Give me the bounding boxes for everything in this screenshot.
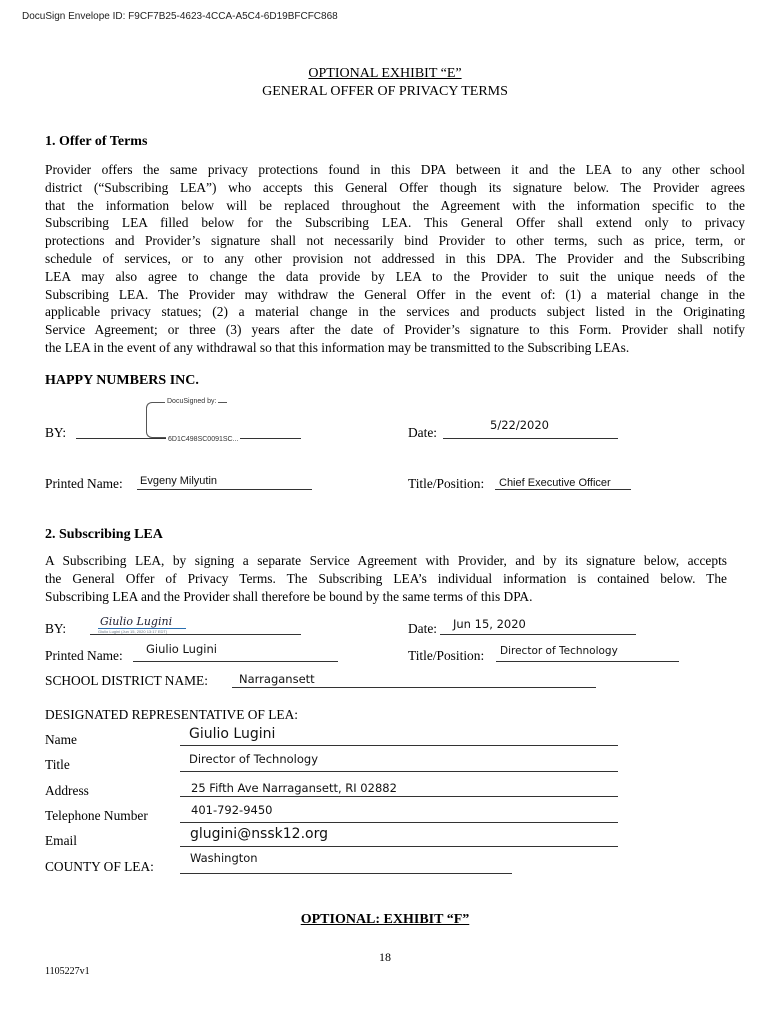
lea-by-label: BY: bbox=[45, 621, 67, 636]
provider-printed-name-line bbox=[137, 489, 312, 490]
rep-phone-value: 401-792-9450 bbox=[191, 803, 273, 817]
rep-email-line bbox=[180, 846, 618, 847]
rep-phone-line bbox=[180, 822, 618, 823]
provider-date-line bbox=[443, 438, 618, 439]
paragraph-line: schedule of services, or to any other provision not addressed in this DPA. The Provider and the Subscribing bbox=[45, 250, 745, 266]
section2-heading: 2. Subscribing LEA bbox=[45, 527, 163, 542]
provider-date-value: 5/22/2020 bbox=[490, 418, 549, 432]
lea-signature-line bbox=[90, 634, 301, 635]
exhibit-title: OPTIONAL EXHIBIT “E” bbox=[308, 66, 462, 81]
exhibit-subtitle: GENERAL OFFER OF PRIVACY TERMS bbox=[262, 84, 508, 99]
lea-date-label: Date: bbox=[408, 621, 437, 636]
provider-title-label: Title/Position: bbox=[408, 476, 485, 491]
envelope-id: DocuSign Envelope ID: F9CF7B25-4623-4CCA-A5C4-6D19BFCFC868 bbox=[22, 11, 338, 22]
paragraph-line: A Subscribing LEA, by signing a separate Service Agreement with Provider, and by its signature below, accepts bbox=[45, 553, 727, 568]
provider-by-label: BY: bbox=[45, 425, 67, 440]
rep-title-label: Title bbox=[45, 757, 70, 772]
rep-phone-label: Telephone Number bbox=[45, 808, 148, 823]
provider-printed-name-value: Evgeny Milyutin bbox=[140, 475, 218, 487]
lea-printed-name-value: Giulio Lugini bbox=[146, 642, 217, 656]
district-label: SCHOOL DISTRICT NAME: bbox=[45, 673, 208, 688]
document-id: 1105227v1 bbox=[45, 966, 90, 977]
provider-printed-name-label: Printed Name: bbox=[45, 476, 123, 491]
paragraph-line: Provider offers the same privacy protections found in this DPA between it and the LEA to any other school bbox=[45, 162, 745, 177]
paragraph-line: Subscribing LEA. The Provider may withdraw the General Offer in the event of: (1) a material change in the bbox=[45, 286, 745, 302]
rep-county-label: COUNTY OF LEA: bbox=[45, 859, 154, 874]
lea-title-value: Director of Technology bbox=[500, 645, 618, 657]
rep-title-line bbox=[180, 771, 618, 772]
district-line bbox=[232, 687, 596, 688]
lea-signature: Giulio Lugini bbox=[100, 615, 173, 628]
lea-date-value: Jun 15, 2020 bbox=[453, 617, 526, 631]
rep-address-label: Address bbox=[45, 783, 89, 798]
lea-printed-name-label: Printed Name: bbox=[45, 648, 123, 663]
docusign-id: 6D1C498SC0091SC... bbox=[168, 436, 239, 443]
provider-date-label: Date: bbox=[408, 425, 437, 440]
paragraph-line: the LEA in the event of any withdrawal so that this information may be transmitted to the Subscribing LEAs. bbox=[45, 339, 630, 355]
section1-heading: 1. Offer of Terms bbox=[45, 134, 148, 149]
representative-heading: DESIGNATED REPRESENTATIVE OF LEA: bbox=[45, 707, 298, 722]
paragraph-line: Subscribing LEA filled below for the Subscribing LEA. This General Offer shall extend only to privacy bbox=[45, 215, 745, 231]
rep-address-line bbox=[180, 796, 618, 797]
paragraph-line: the General Offer of Privacy Terms. The Subscribing LEA’s individual information is contained below. The bbox=[45, 570, 727, 586]
section2-paragraph bbox=[45, 552, 727, 605]
lea-title-line bbox=[496, 661, 679, 662]
lea-date-line bbox=[440, 634, 636, 635]
paragraph-line: applicable privacy statues; (2) a material change in the services and products subject listed in the Originating bbox=[45, 304, 745, 320]
paragraph-line: Subscribing LEA and the Provider shall therefore be bound by the same terms of this DPA. bbox=[45, 588, 533, 604]
rep-address-value: 25 Fifth Ave Narragansett, RI 02882 bbox=[191, 781, 397, 795]
paragraph-line: LEA may also agree to change the data provide by LEA to the Provider to suit the unique needs of the bbox=[45, 268, 745, 284]
paragraph-line: district (“Subscribing LEA”) who accepts this General Offer though its signature below. The Provider agrees bbox=[45, 179, 745, 195]
docusign-stamp bbox=[146, 402, 227, 438]
paragraph-line: that the information below will be replaced throughout the Agreement with the information specific to the bbox=[45, 197, 745, 213]
provider-name: HAPPY NUMBERS INC. bbox=[45, 373, 199, 388]
docusign-label: DocuSigned by: bbox=[167, 398, 217, 405]
rep-email-value: glugini@nssk12.org bbox=[190, 826, 328, 842]
rep-name-value: Giulio Lugini bbox=[189, 726, 276, 742]
rep-name-line bbox=[180, 745, 618, 746]
rep-county-line bbox=[180, 873, 512, 874]
lea-title-label: Title/Position: bbox=[408, 648, 485, 663]
next-exhibit-heading: OPTIONAL: EXHIBIT “F” bbox=[300, 912, 470, 927]
provider-title-value: Chief Executive Officer bbox=[499, 477, 611, 489]
provider-title-line bbox=[495, 489, 631, 490]
rep-email-label: Email bbox=[45, 833, 77, 848]
paragraph-line: protections and Provider’s signature shall not necessarily bind Provider to other terms, such as price, term, or bbox=[45, 233, 745, 249]
rep-county-value: Washington bbox=[190, 851, 258, 865]
district-value: Narragansett bbox=[239, 672, 315, 686]
lea-signature-sub: Giulio Lugini (Jun 15, 2020 13:17 EDT) bbox=[98, 629, 168, 634]
page-number: 18 bbox=[379, 950, 391, 964]
section1-paragraph bbox=[45, 161, 745, 357]
rep-title-value: Director of Technology bbox=[189, 752, 319, 766]
rep-name-label: Name bbox=[45, 732, 77, 747]
lea-printed-name-line bbox=[133, 661, 338, 662]
paragraph-line: Service Agreement; or three (3) years after the date of Provider’s signature to this Form. Provider shall notify bbox=[45, 322, 745, 338]
